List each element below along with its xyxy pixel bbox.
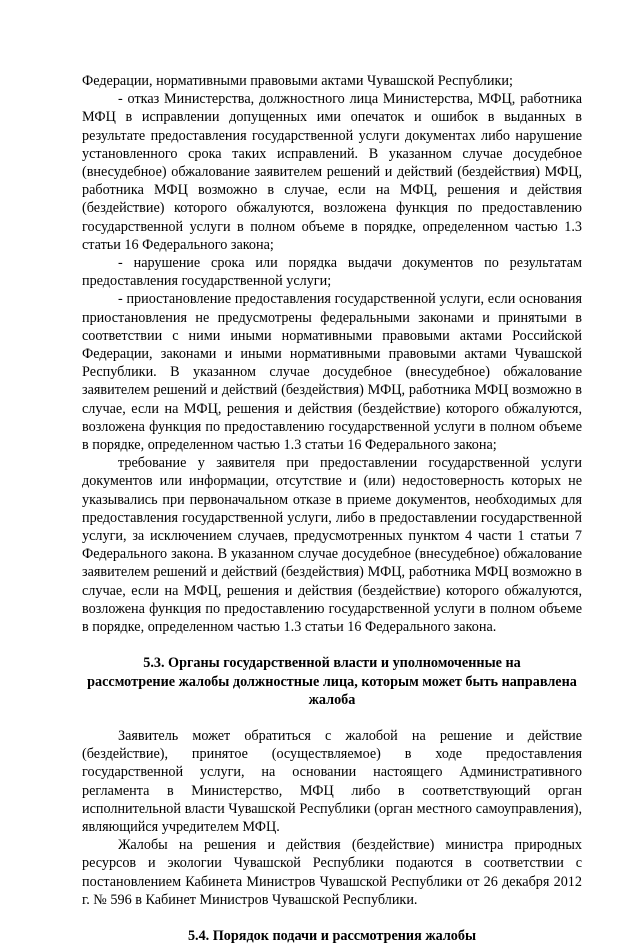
section-5-4-heading: 5.4. Порядок подачи и рассмотрения жалобы (187, 927, 477, 944)
paragraph-complaint-addressee: Заявитель может обратиться с жалобой на решение и действие (бездействие), принятое (осуществляемое) в ходе предоставления государственной услуги, на основании настоящего Административного регламента в Министерство, МФЦ либо в соответствующий орган исполнительной власти Чувашской Республики (орган местного самоуправления), являющийся учредителем МФЦ. (82, 727, 582, 835)
section-5-3-heading-line-2: рассмотрение жалобы должностные лица, которым может быть направлена (87, 673, 577, 690)
paragraph-correction-refusal: - отказ Министерства, должностного лица Министерства, МФЦ, работника МФЦ в исправлении допущенных ими опечаток и ошибок в выданных в результате предоставления государственной услуги документах либо нарушение установленного срока таких исправлений. В указанном случае досудебное (внесудебное) обжалование заявителем решений и действий (бездействия) МФЦ, работника МФЦ возможно в случае, если на МФЦ, решения и действия (бездействие) которого обжалуются, возложена функция по предоставлению государственной услуги в полном объеме в порядке, определенном частью 1.3 статьи 16 Федерального закона; (82, 91, 582, 253)
paragraph-continuation: Федерации, нормативными правовыми актами Чувашской Республики; (82, 73, 513, 89)
paragraph-deadline-violation: - нарушение срока или порядка выдачи документов по результатам предоставления государственной услуги; (82, 255, 582, 290)
section-5-3-heading-line-3: жалоба (308, 691, 356, 708)
paragraph-minister-complaints: Жалобы на решения и действия (бездействие) министра природных ресурсов и экологии Чувашской Республики подаются в соответствии с постановлением Кабинета Министров Чувашской Республики от 26 декабря 2012 г. № 596 в Кабинет Министров Чувашской Республики. (82, 837, 582, 908)
section-5-3-heading (82, 654, 582, 709)
paragraph-suspension: - приостановление предоставления государственной услуги, если основания приостановления не предусмотрены федеральными законами и принятыми в соответствии с ними иными нормативными правовыми актами Российской Федерации, законами и иными нормативными правовыми актами Чувашской Республики. В указанном случае досудебное (внесудебное) обжалование заявителем решений и действий (бездействия) МФЦ, работника МФЦ возможно в случае, если на МФЦ, решения и действия (бездействие) которого обжалуются, возложена функция по предоставлению государственной услуги в полном объеме в порядке, определенном частью 1.3 статьи 16 Федерального закона; (82, 291, 582, 454)
document-page (82, 72, 582, 945)
paragraph-document-requirement: требование у заявителя при предоставлении государственной услуги документов или информации, отсутствие и (или) недостоверность которых не указывались при первоначальном отказе в приеме документов, необходимых для предоставления государственной услуги, либо в предоставлении государственной услуги, за исключением случаев, предусмотренных пунктом 4 части 1 статьи 7 Федерального закона. В указанном случае досудебное (внесудебное) обжалование заявителем решений и действий (бездействия) МФЦ, работника МФЦ возможно в случае, если на МФЦ, решения и действия (бездействие) которого обжалуются, возложена функция по предоставлению государственной услуги в полном объеме в порядке, определенном частью 1.3 статьи 16 Федерального закона. (82, 455, 582, 636)
section-5-3-heading-line-1: 5.3. Органы государственной власти и уполномоченные на (143, 655, 521, 672)
